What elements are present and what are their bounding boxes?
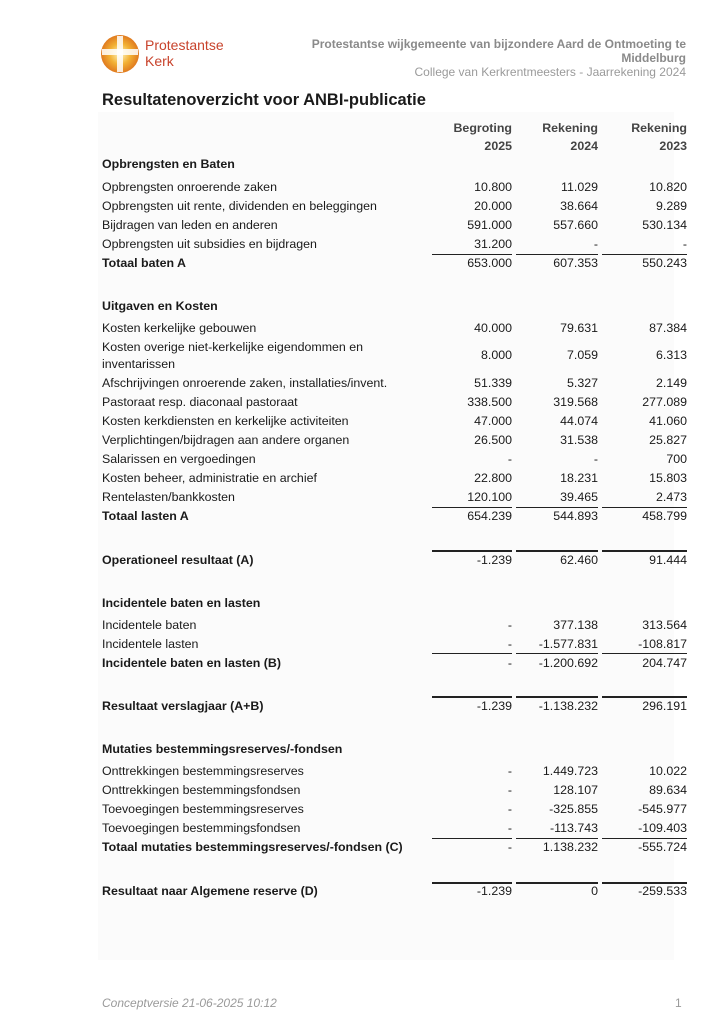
row-label: Toevoegingen bestemmingsfondsen [102,821,301,835]
row-value-rekening-2023: 41.060 [649,414,687,428]
table-row [0,394,720,413]
row-value-begroting-2025: - [507,618,512,632]
row-value-begroting-2025: 26.500 [474,433,512,447]
row-label: Opbrengsten uit subsidies en bijdragen [102,237,317,251]
column-header-rekening-2024: Rekening 2024 [542,121,598,153]
total-underline [516,507,598,508]
row-value-rekening-2023: 550.243 [642,256,687,270]
row-label: Resultaat verslagjaar (A+B) [102,699,264,713]
row-value-rekening-2023: -259.533 [638,884,687,898]
row-value-rekening-2024: -1.200.692 [538,656,598,670]
row-value-rekening-2023: 277.089 [642,395,687,409]
row-value-rekening-2023: 458.799 [642,509,687,523]
row-value-begroting-2025: - [507,821,512,835]
row-value-rekening-2024: 39.465 [560,490,598,504]
row-value-rekening-2023: -108.817 [638,637,687,651]
section-heading-row [0,595,720,614]
row-value-rekening-2023: 25.827 [649,433,687,447]
row-value-rekening-2024: 5.327 [566,376,598,390]
row-label: Incidentele baten en lasten (B) [102,656,282,670]
total-underline [602,507,687,508]
table-row [0,883,720,902]
row-value-rekening-2023: 700 [666,452,687,466]
row-value-rekening-2024: 11.029 [561,180,598,194]
row-label: Resultaat naar Algemene reserve (D) [102,884,318,898]
row-value-rekening-2023: 2.149 [655,376,687,390]
row-label: Onttrekkingen bestemmingsfondsen [102,783,301,797]
footer-version: Conceptversie 21-06-2025 10:12 [102,996,277,1010]
total-underline [602,653,687,654]
protestantse-kerk-logo [100,34,240,76]
total-underline [432,254,512,255]
row-label: Rentelasten/bankkosten [102,490,235,504]
row-value-rekening-2023: 87.384 [649,321,687,335]
row-value-rekening-2024: 62.460 [560,553,598,567]
total-underline [516,882,598,884]
table-row [0,255,720,274]
row-value-begroting-2025: 653.000 [467,256,512,270]
row-value-rekening-2024: 0 [591,884,598,898]
row-value-begroting-2025: -1.239 [476,553,512,567]
row-value-begroting-2025: 40.000 [474,321,512,335]
row-value-rekening-2023: 530.134 [642,218,687,232]
table-row [0,698,720,717]
table-row [0,198,720,217]
row-value-rekening-2023: -555.724 [638,840,687,854]
total-underline [602,882,687,884]
row-value-rekening-2024: 128.107 [553,783,598,797]
total-underline [602,696,687,698]
row-value-begroting-2025: 654.239 [467,509,512,523]
table-row [0,617,720,636]
organization-name-1: Protestantse wijkgemeente van bijzondere Aard de Ontmoeting te [311,37,686,51]
table-row [0,782,720,801]
row-label: Toevoegingen bestemmingsreserves [102,802,304,816]
table-row [0,217,720,236]
row-value-rekening-2024: 7.059 [566,348,598,362]
table-row [0,236,720,255]
row-label: Kosten kerkdiensten en kerkelijke activiteiten [102,414,349,428]
row-value-begroting-2025: 20.000 [474,199,512,213]
row-value-begroting-2025: 47.000 [474,414,512,428]
document-subtitle: College van Kerkrentmeesters - Jaarrekening 2024 [414,65,686,79]
row-label: Kosten beheer, administratie en archief [102,471,317,485]
table-row [0,320,720,339]
cross-sun-icon [100,34,140,74]
row-value-rekening-2023: 91.444 [649,553,687,567]
row-value-rekening-2024: 79.631 [560,321,598,335]
table-row [0,375,720,394]
row-value-rekening-2024: 557.660 [553,218,598,232]
row-value-rekening-2024: 18.231 [560,471,598,485]
row-value-begroting-2025: - [507,783,512,797]
row-label: Verplichtingen/bijdragen aan andere organen [102,433,350,447]
row-value-rekening-2024: -1.138.232 [538,699,598,713]
column-header-begroting-2025: Begroting 2025 [453,121,512,153]
row-value-rekening-2023: 10.022 [649,764,687,778]
page-header [0,0,720,90]
page-number: 1 [675,996,682,1010]
table-row [0,820,720,839]
row-value-begroting-2025: - [507,802,512,816]
row-value-rekening-2024: 44.074 [560,414,598,428]
table-row [0,763,720,782]
row-value-rekening-2023: 6.313 [655,348,687,362]
table-row [0,432,720,451]
row-label: Totaal lasten A [102,509,189,523]
column-header-rekening-2023: Rekening 2023 [631,121,687,153]
row-label: Pastoraat resp. diaconaal pastoraat [102,395,298,409]
row-value-begroting-2025: -1.239 [476,699,512,713]
table-row [0,839,720,858]
total-underline [602,838,687,839]
table-row [0,655,720,674]
total-underline [602,550,687,552]
row-value-rekening-2023: 9.289 [655,199,687,213]
row-value-begroting-2025: 338.500 [467,395,512,409]
row-value-begroting-2025: - [507,637,512,651]
page-title: Resultatenoverzicht voor ANBI-publicatie [102,91,426,109]
row-label: Operationeel resultaat (A) [102,553,254,567]
row-value-begroting-2025: 22.800 [474,471,512,485]
logo-line-2: Kerk [145,53,174,69]
row-value-rekening-2024: -325.855 [549,802,598,816]
row-label: Totaal baten A [102,256,186,270]
header-info [246,37,686,79]
row-value-begroting-2025: - [507,764,512,778]
logo-line-1: Protestantse [145,37,224,53]
total-underline [432,882,512,884]
total-underline [516,254,598,255]
row-value-rekening-2024: 31.538 [560,433,598,447]
table-row [0,413,720,432]
row-value-rekening-2023: 15.803 [649,471,687,485]
row-value-begroting-2025: 10.800 [474,180,512,194]
row-label: Opbrengsten onroerende zaken [102,180,277,194]
table-row [0,489,720,508]
row-value-rekening-2024: 319.568 [553,395,598,409]
row-label: Kosten overige niet-kerkelijke eigendommen en inventarissen [102,340,364,371]
table-row [0,470,720,489]
row-label: Kosten kerkelijke gebouwen [102,321,257,335]
row-label: Incidentele baten [102,618,197,632]
row-value-rekening-2023: 2.473 [655,490,687,504]
row-value-rekening-2024: 1.449.723 [542,764,598,778]
row-value-rekening-2023: 89.634 [649,783,687,797]
row-value-rekening-2023: 296.191 [642,699,687,713]
row-value-begroting-2025: 31.200 [474,237,512,251]
row-value-rekening-2023: - [682,237,687,251]
row-value-rekening-2024: 607.353 [553,256,598,270]
section-heading: Uitgaven en Kosten [102,299,218,313]
row-value-begroting-2025: -1.239 [476,884,512,898]
row-label: Opbrengsten uit rente, dividenden en beleggingen [102,199,377,213]
row-value-rekening-2024: -1.577.831 [538,637,598,651]
total-underline [432,507,512,508]
total-underline [432,838,512,839]
row-value-rekening-2024: - [593,237,598,251]
row-value-rekening-2024: -113.743 [550,821,598,835]
table-row [0,552,720,571]
section-heading-row [0,156,720,175]
total-underline [432,696,512,698]
row-value-rekening-2024: 1.138.232 [542,840,598,854]
table-row [0,339,720,371]
row-label: Bijdragen van leden en anderen [102,218,278,232]
row-value-rekening-2023: 204.747 [642,656,687,670]
row-value-rekening-2024: 38.664 [560,199,598,213]
total-underline [516,653,598,654]
row-value-rekening-2024: 377.138 [553,618,598,632]
row-value-rekening-2023: -109.403 [638,821,687,835]
row-value-begroting-2025: 8.000 [480,348,512,362]
row-value-begroting-2025: 51.339 [474,376,512,390]
row-label: Onttrekkingen bestemmingsreserves [102,764,304,778]
row-label: Salarissen en vergoedingen [102,452,256,466]
total-underline [516,550,598,552]
row-value-rekening-2023: -545.977 [638,802,687,816]
section-heading: Mutaties bestemmingsreserves/-fondsen [102,742,343,756]
total-underline [432,653,512,654]
row-value-begroting-2025: - [507,452,512,466]
total-underline [432,550,512,552]
row-label: Totaal mutaties bestemmingsreserves/-fondsen (C) [102,840,403,854]
total-underline [602,254,687,255]
section-heading-row [0,741,720,760]
table-row [0,451,720,470]
row-value-rekening-2024: 544.893 [553,509,598,523]
row-value-begroting-2025: 591.000 [467,218,512,232]
row-value-begroting-2025: 120.100 [467,490,512,504]
table-row [0,508,720,527]
table-row [0,179,720,198]
row-value-rekening-2023: 10.820 [649,180,687,194]
row-label: Incidentele lasten [102,637,199,651]
section-heading-row [0,298,720,317]
row-value-rekening-2024: - [593,452,598,466]
row-label: Afschrijvingen onroerende zaken, installaties/invent. [102,376,388,390]
row-value-rekening-2023: 313.564 [642,618,687,632]
total-underline [516,838,598,839]
total-underline [516,696,598,698]
organization-name-2: Middelburg [621,51,686,65]
section-heading: Opbrengsten en Baten [102,157,235,171]
row-value-begroting-2025: - [507,656,512,670]
section-heading: Incidentele baten en lasten [102,596,261,610]
table-row [0,801,720,820]
row-value-begroting-2025: - [507,840,512,854]
